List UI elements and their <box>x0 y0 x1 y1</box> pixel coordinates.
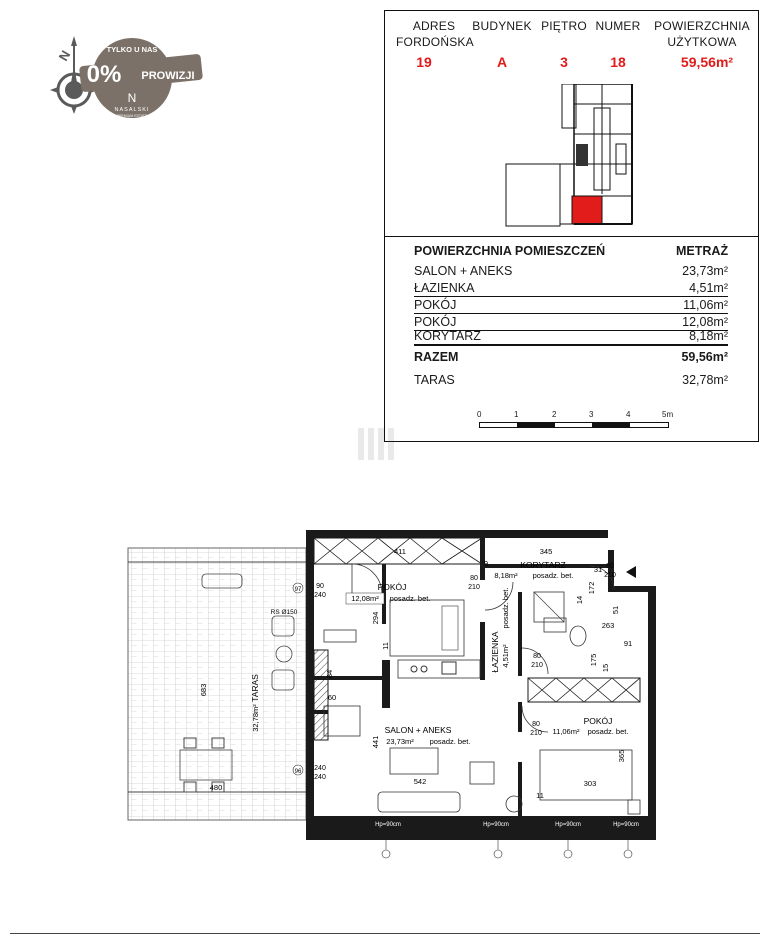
svg-text:32,78m²: 32,78m² <box>251 704 260 732</box>
header-area-value: 59,56m² <box>680 54 734 70</box>
svg-text:Hp=90cm: Hp=90cm <box>375 822 401 828</box>
svg-text:RS Ø150: RS Ø150 <box>270 609 298 616</box>
room-row <box>414 281 728 297</box>
sink-icon <box>544 618 566 632</box>
scale-tick: 4 <box>626 410 631 419</box>
header-floor-value: 3 <box>560 54 568 70</box>
header-address-value: 19 <box>416 54 432 70</box>
rooms-table-title: POWIERZCHNIA POMIESZCZEŃ <box>414 244 606 258</box>
svg-text:Hp=90cm: Hp=90cm <box>613 822 639 828</box>
svg-text:12,08m²: 12,08m² <box>351 594 379 603</box>
terrace-label: TARAS <box>414 373 455 387</box>
dining-table-icon <box>324 706 360 736</box>
svg-text:345: 345 <box>539 547 553 556</box>
svg-text:Hp=90cm: Hp=90cm <box>483 822 509 828</box>
room-row <box>414 329 728 345</box>
svg-text:175: 175 <box>589 653 598 667</box>
sheet-bottom-line <box>10 933 760 934</box>
svg-text:294: 294 <box>371 611 380 625</box>
toilet-icon <box>570 626 586 646</box>
svg-text:23,73m²: 23,73m² <box>386 737 414 746</box>
svg-text:90: 90 <box>606 563 614 570</box>
svg-text:240: 240 <box>314 765 326 772</box>
svg-text:posadz. bet.: posadz. bet. <box>429 737 471 746</box>
room-area: 8,18m² <box>689 329 728 343</box>
room-name: POKÓJ <box>414 298 457 312</box>
svg-text:14: 14 <box>575 595 584 605</box>
svg-text:PREMIUM ESTATE: PREMIUM ESTATE <box>116 114 148 118</box>
svg-text:84: 84 <box>325 669 334 679</box>
sofa-icon <box>378 792 460 812</box>
svg-text:SALON + ANEKS: SALON + ANEKS <box>384 725 452 735</box>
rooms-table-area-title: METRAŻ <box>676 244 729 258</box>
svg-text:80: 80 <box>470 575 478 582</box>
apartment-floor-plan <box>120 530 660 860</box>
svg-text:60: 60 <box>327 693 337 702</box>
svg-text:posadz. bet.: posadz. bet. <box>389 594 431 603</box>
svg-text:4,51m²: 4,51m² <box>501 644 510 668</box>
svg-text:ŁAZIENKA: ŁAZIENKA <box>490 631 500 673</box>
svg-text:411: 411 <box>394 547 406 556</box>
svg-text:91: 91 <box>623 639 633 648</box>
svg-text:263: 263 <box>601 621 615 630</box>
bed-icon <box>390 600 464 656</box>
svg-text:210: 210 <box>531 662 543 669</box>
building-key-plan <box>502 84 652 230</box>
axis-markers <box>382 840 632 858</box>
svg-text:240: 240 <box>314 592 326 599</box>
svg-text:POKÓJ: POKÓJ <box>377 582 407 592</box>
svg-text:PROWIZJI: PROWIZJI <box>141 70 195 82</box>
header-number-value: 18 <box>610 54 626 70</box>
info-box-top-border <box>384 10 759 11</box>
total-divider <box>414 344 728 346</box>
svg-text:80: 80 <box>533 653 541 660</box>
key-plan-unit-highlight <box>572 196 602 224</box>
svg-text:303: 303 <box>583 779 597 788</box>
svg-text:posadz. bet.: posadz. bet. <box>587 727 629 736</box>
header-building-label: BUDYNEK <box>472 19 532 33</box>
room-area: 11,06m² <box>683 298 728 312</box>
scale-tick: 2 <box>552 410 557 419</box>
svg-text:KORYTARZ: KORYTARZ <box>520 560 566 570</box>
svg-text:210: 210 <box>604 572 616 579</box>
svg-text:210: 210 <box>468 584 480 591</box>
room-name: POKÓJ <box>414 315 457 329</box>
scale-tick: 3 <box>589 410 594 419</box>
total-row <box>414 350 728 366</box>
svg-text:posadz. bet.: posadz. bet. <box>501 587 510 629</box>
info-box-divider <box>384 236 759 237</box>
svg-text:11,06m²: 11,06m² <box>552 727 580 736</box>
scale-tick: 0 <box>477 410 482 419</box>
terrace-area: 32,78m² <box>682 373 728 387</box>
info-box-right-border <box>758 10 759 442</box>
svg-text:posadz. bet.: posadz. bet. <box>532 571 574 580</box>
svg-text:51: 51 <box>611 605 620 615</box>
svg-text:240: 240 <box>314 774 326 781</box>
scale-tick: 1 <box>514 410 519 419</box>
scale-bar <box>479 422 669 428</box>
svg-text:172: 172 <box>587 581 596 595</box>
svg-text:441: 441 <box>371 735 380 749</box>
svg-text:NASALSKI: NASALSKI <box>114 107 150 113</box>
svg-text:31: 31 <box>593 565 603 574</box>
room-area: 4,51m² <box>689 281 728 295</box>
room-name: ŁAZIENKA <box>414 281 475 295</box>
svg-text:480: 480 <box>209 783 223 792</box>
svg-text:15: 15 <box>601 663 610 673</box>
svg-text:683: 683 <box>199 683 208 697</box>
header-address-label: ADRES FORDOŃSKA <box>396 19 474 49</box>
svg-text:8,18m²: 8,18m² <box>494 571 518 580</box>
svg-text:11: 11 <box>381 642 390 650</box>
total-area: 59,56m² <box>681 350 728 364</box>
total-label: RAZEM <box>414 350 459 364</box>
entrance-arrow-icon <box>626 566 636 578</box>
svg-text:210: 210 <box>530 730 542 737</box>
svg-text:Hp=90cm: Hp=90cm <box>555 822 581 828</box>
svg-text:0%: 0% <box>86 61 122 88</box>
room-name: SALON + ANEKS <box>414 264 513 278</box>
svg-text:N: N <box>55 47 74 64</box>
svg-text:96: 96 <box>294 769 302 775</box>
svg-text:542: 542 <box>413 777 427 786</box>
svg-text:80: 80 <box>532 721 540 728</box>
svg-text:97: 97 <box>294 587 302 593</box>
row-divider <box>414 296 728 297</box>
header-building-value: A <box>496 54 508 70</box>
room-area: 12,08m² <box>682 315 728 329</box>
header-area-label: POWIERZCHNIA UŻYTKOWA <box>654 19 750 49</box>
row-divider <box>414 313 728 314</box>
svg-text:9: 9 <box>483 559 489 568</box>
header-floor-label: PIĘTRO <box>541 19 587 33</box>
svg-text:365: 365 <box>617 749 626 763</box>
svg-text:POKÓJ: POKÓJ <box>583 716 613 726</box>
info-box-left-border <box>384 10 385 442</box>
room-row <box>414 298 728 314</box>
agency-logo <box>44 30 214 130</box>
svg-text:TARAS: TARAS <box>250 674 260 702</box>
header-number-label: NUMER <box>595 19 641 33</box>
svg-text:11: 11 <box>536 791 544 800</box>
svg-text:N: N <box>127 91 137 105</box>
kitchen-counter <box>398 660 480 678</box>
room-row <box>414 264 728 280</box>
terrace-row <box>414 373 728 389</box>
terrace-area <box>128 548 306 820</box>
info-box-bottom-border <box>384 441 759 442</box>
svg-text:TYLKO U NAS: TYLKO U NAS <box>106 45 158 54</box>
watermark-logo <box>354 424 414 464</box>
scale-tick: 5m <box>662 410 674 419</box>
room-name: KORYTARZ <box>414 329 481 343</box>
room-area: 23,73m² <box>682 264 728 278</box>
svg-text:90: 90 <box>316 583 324 590</box>
desk-icon <box>324 630 356 642</box>
